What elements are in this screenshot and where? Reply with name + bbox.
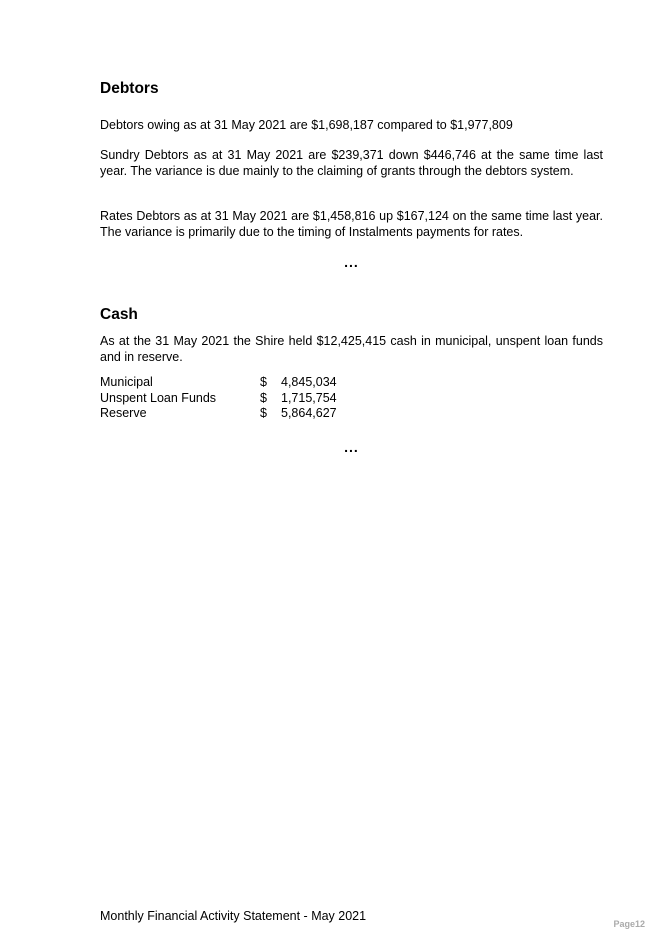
cash-row-currency: $ bbox=[260, 390, 267, 405]
cash-table bbox=[100, 375, 337, 422]
cash-row-reserve bbox=[100, 406, 337, 422]
cash-row-currency: $ bbox=[260, 406, 267, 420]
page-footer-title: Monthly Financial Activity Statement - May 2021 bbox=[100, 909, 367, 923]
cash-row-unspent-loan-funds bbox=[100, 391, 337, 407]
cash-row-amount: 1,715,754 bbox=[281, 390, 337, 405]
cash-row-amount: 4,845,034 bbox=[281, 375, 337, 389]
debtors-summary-text: Debtors owing as at 31 May 2021 are $1,698,187 compared to $1,977,809 bbox=[100, 118, 513, 132]
cash-heading: Cash bbox=[100, 306, 138, 323]
debtors-paragraph-2 bbox=[100, 148, 603, 179]
cash-intro-block bbox=[100, 334, 603, 365]
cash-row-municipal bbox=[100, 375, 337, 391]
cash-row-label: Reserve bbox=[100, 406, 147, 420]
sundry-debtors-text: Sundry Debtors as at 31 May 2021 are $239,371 down $446,746 at the same time last year. The variance is due mainly to the claiming of grants through the debtors system. bbox=[100, 148, 603, 178]
cash-row-label: Unspent Loan Funds bbox=[100, 390, 217, 405]
section-separator-1: ... bbox=[344, 254, 359, 270]
cash-intro-text: As at the 31 May 2021 the Shire held $12,425,415 cash in municipal, unspent loan funds and in reserve. bbox=[100, 334, 603, 364]
rates-debtors-text: Rates Debtors as at 31 May 2021 are $1,458,816 up $167,124 on the same time last year. The variance is primarily due to the timing of Instalments payments for rates. bbox=[100, 209, 603, 239]
debtors-heading: Debtors bbox=[100, 80, 159, 97]
debtors-paragraph-3 bbox=[100, 209, 603, 240]
cash-row-currency: $ bbox=[260, 375, 267, 389]
debtors-section bbox=[100, 80, 603, 98]
cash-section bbox=[100, 306, 603, 324]
page-number: Page12 bbox=[613, 919, 645, 929]
section-separator-2: ... bbox=[344, 439, 359, 455]
debtors-paragraph-1 bbox=[100, 118, 603, 134]
cash-row-label: Municipal bbox=[100, 375, 153, 389]
cash-row-amount: 5,864,627 bbox=[281, 406, 337, 420]
cash-table-block bbox=[100, 375, 603, 422]
